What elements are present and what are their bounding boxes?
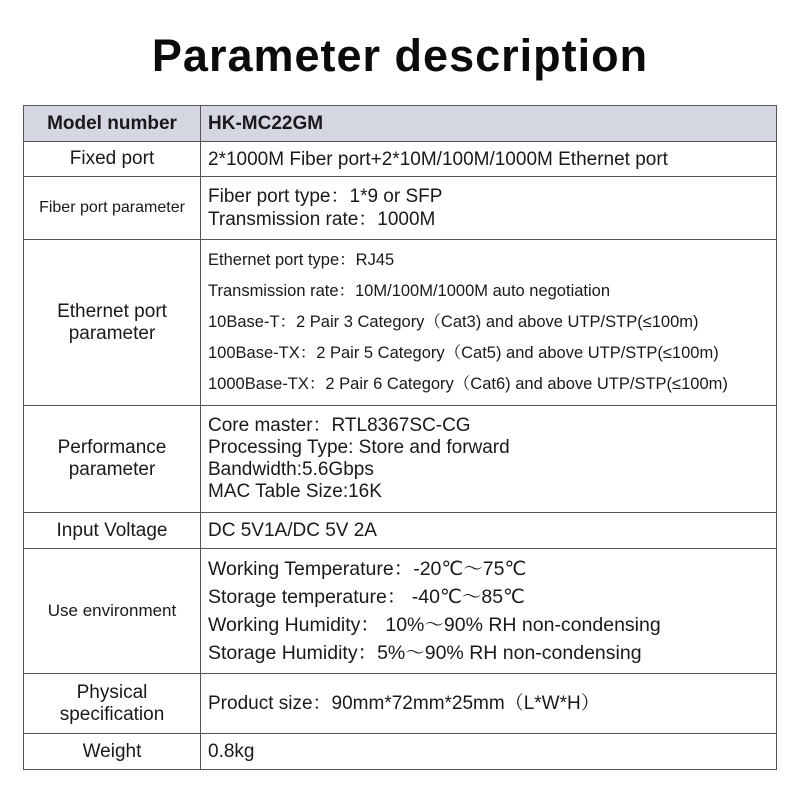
row-label: Use environment [24, 549, 201, 674]
value-line: Working Humidity： 10%～90% RH non-condensing [208, 614, 661, 636]
row-label: Weight [24, 734, 201, 770]
row-label: Model number [24, 106, 201, 142]
table-row-physical-spec [24, 674, 777, 734]
row-value [201, 106, 777, 142]
row-value [201, 549, 777, 674]
table-row-fiber-port [24, 177, 777, 240]
value-line: Bandwidth:5.6Gbps [208, 459, 374, 480]
value-line: Transmission rate：10M/100M/1000M auto negotiation [208, 282, 611, 300]
row-value [201, 513, 777, 549]
value-line: DC 5V1A/DC 5V 2A [208, 520, 377, 541]
row-value [201, 406, 777, 513]
table-row-weight [24, 734, 777, 770]
row-label: Physical specification [24, 674, 201, 734]
table-row-performance [24, 406, 777, 513]
table-row-input-voltage [24, 513, 777, 549]
page-title: Parameter description [151, 30, 649, 81]
value-line: Fiber port type：1*9 or SFP [208, 186, 443, 207]
value-line: 2*1000M Fiber port+2*10M/100M/1000M Ethernet port [208, 148, 668, 170]
value-line: Ethernet port type：RJ45 [208, 251, 395, 269]
value-line: Core master：RTL8367SC-CG [208, 415, 471, 436]
value-line: Transmission rate：1000M [208, 209, 436, 230]
value-line: Processing Type: Store and forward [208, 437, 510, 458]
row-label: Ethernet port parameter [24, 240, 201, 406]
value-line: Storage Humidity：5%～90% RH non-condensing [208, 642, 642, 664]
value-line: 0.8kg [208, 741, 255, 762]
value-line: Storage temperature： -40℃～85℃ [208, 586, 525, 608]
row-label: Performance parameter [24, 406, 201, 513]
row-value [201, 240, 777, 406]
table-row-use-environment [24, 549, 777, 674]
value-line: Product size：90mm*72mm*25mm（L*W*H） [208, 693, 600, 714]
row-value [201, 142, 777, 177]
value-line: MAC Table Size:16K [208, 481, 382, 502]
row-value [201, 177, 777, 240]
row-value [201, 674, 777, 734]
row-label: Fixed port [24, 142, 201, 177]
table-row-model-number [24, 106, 777, 142]
value-line: 10Base-T：2 Pair 3 Category（Cat3) and above UTP/STP(≤100m) [208, 313, 699, 331]
value-line: 100Base-TX：2 Pair 5 Category（Cat5) and above UTP/STP(≤100m) [208, 344, 719, 362]
row-value [201, 734, 777, 770]
table-row-ethernet-port [24, 240, 777, 406]
parameter-table [23, 105, 777, 770]
value-line: Working Temperature：-20℃～75℃ [208, 558, 527, 580]
table-row-fixed-port [24, 142, 777, 177]
value-line: 1000Base-TX：2 Pair 6 Category（Cat6) and above UTP/STP(≤100m) [208, 375, 728, 393]
row-label: Input Voltage [24, 513, 201, 549]
value-line: HK-MC22GM [208, 113, 324, 134]
row-label: Fiber port parameter [24, 177, 201, 240]
